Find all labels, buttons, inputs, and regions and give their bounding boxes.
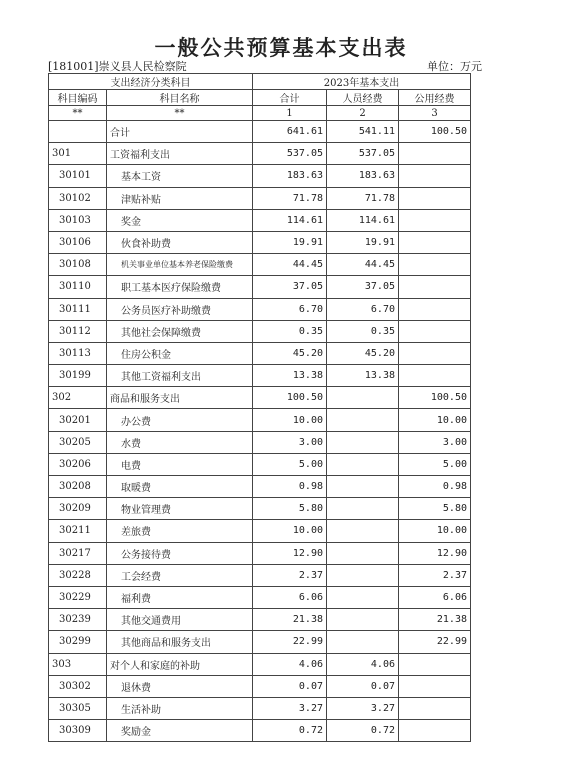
cell-name: 奖金 bbox=[107, 209, 253, 231]
cell-total: 10.00 bbox=[253, 409, 327, 431]
header-column-row bbox=[49, 90, 471, 106]
cell-personnel bbox=[327, 586, 399, 608]
cell-personnel bbox=[327, 409, 399, 431]
cell-personnel bbox=[327, 498, 399, 520]
cell-name: 工会经费 bbox=[107, 564, 253, 586]
cell-code: 30106 bbox=[49, 231, 107, 253]
cell-total: 114.61 bbox=[253, 209, 327, 231]
cell-total: 19.91 bbox=[253, 231, 327, 253]
cell-total: 6.70 bbox=[253, 298, 327, 320]
cell-name: 退休费 bbox=[107, 675, 253, 697]
cell-code: 30309 bbox=[49, 720, 107, 742]
cell-name: 生活补助 bbox=[107, 697, 253, 719]
cell-name: 物业管理费 bbox=[107, 498, 253, 520]
table-row bbox=[49, 320, 471, 342]
cell-personnel: 537.05 bbox=[327, 143, 399, 165]
table-row bbox=[49, 231, 471, 253]
table-row bbox=[49, 631, 471, 653]
cell-code: 303 bbox=[49, 653, 107, 675]
organization-label: [181001]崇义县人民检察院 bbox=[48, 60, 187, 73]
cell-public bbox=[399, 320, 471, 342]
cell-personnel bbox=[327, 387, 399, 409]
table-row bbox=[49, 609, 471, 631]
cell-total: 10.00 bbox=[253, 520, 327, 542]
cell-public: 22.99 bbox=[399, 631, 471, 653]
unit-label: 单位：万元 bbox=[427, 60, 482, 73]
cell-public bbox=[399, 254, 471, 276]
header-code: 科目编码 bbox=[49, 90, 107, 106]
table-row bbox=[49, 431, 471, 453]
table-row bbox=[49, 653, 471, 675]
cell-total: 6.06 bbox=[253, 586, 327, 608]
table-row bbox=[49, 586, 471, 608]
cell-name: 工资福利支出 bbox=[107, 143, 253, 165]
cell-personnel: 37.05 bbox=[327, 276, 399, 298]
cell-code: 30239 bbox=[49, 609, 107, 631]
cell-total: 37.05 bbox=[253, 276, 327, 298]
cell-personnel: 6.70 bbox=[327, 298, 399, 320]
cell-total: 5.00 bbox=[253, 453, 327, 475]
cell-name: 其他工资福利支出 bbox=[107, 365, 253, 387]
cell-code: 30102 bbox=[49, 187, 107, 209]
cell-personnel: 114.61 bbox=[327, 209, 399, 231]
cell-code: 30111 bbox=[49, 298, 107, 320]
cell-code: 30206 bbox=[49, 453, 107, 475]
cell-personnel: 4.06 bbox=[327, 653, 399, 675]
table-row bbox=[49, 365, 471, 387]
index-public: 3 bbox=[399, 106, 471, 121]
cell-public: 3.00 bbox=[399, 431, 471, 453]
cell-code: 30211 bbox=[49, 520, 107, 542]
cell-public bbox=[399, 720, 471, 742]
cell-public bbox=[399, 209, 471, 231]
cell-total: 44.45 bbox=[253, 254, 327, 276]
cell-code: 30108 bbox=[49, 254, 107, 276]
cell-code: 30112 bbox=[49, 320, 107, 342]
cell-total: 537.05 bbox=[253, 143, 327, 165]
cell-total: 3.27 bbox=[253, 697, 327, 719]
cell-code: 30209 bbox=[49, 498, 107, 520]
cell-public bbox=[399, 653, 471, 675]
budget-table bbox=[48, 73, 471, 742]
table-row bbox=[49, 564, 471, 586]
cell-public: 10.00 bbox=[399, 520, 471, 542]
table-row bbox=[49, 542, 471, 564]
cell-code: 30205 bbox=[49, 431, 107, 453]
cell-total: 0.98 bbox=[253, 476, 327, 498]
cell-personnel: 541.11 bbox=[327, 121, 399, 143]
cell-personnel: 44.45 bbox=[327, 254, 399, 276]
header-basic-expenditure: 2023年基本支出 bbox=[253, 74, 471, 90]
cell-total: 21.38 bbox=[253, 609, 327, 631]
table-row bbox=[49, 298, 471, 320]
page-title: 一般公共预算基本支出表 bbox=[154, 35, 408, 60]
table-row bbox=[49, 387, 471, 409]
table-row bbox=[49, 476, 471, 498]
cell-public: 21.38 bbox=[399, 609, 471, 631]
cell-public: 2.37 bbox=[399, 564, 471, 586]
cell-total: 5.80 bbox=[253, 498, 327, 520]
cell-name: 住房公积金 bbox=[107, 342, 253, 364]
table-row bbox=[49, 675, 471, 697]
cell-personnel bbox=[327, 431, 399, 453]
cell-personnel: 3.27 bbox=[327, 697, 399, 719]
cell-name: 津贴补贴 bbox=[107, 187, 253, 209]
cell-personnel bbox=[327, 476, 399, 498]
cell-public: 6.06 bbox=[399, 586, 471, 608]
cell-total: 12.90 bbox=[253, 542, 327, 564]
cell-personnel: 19.91 bbox=[327, 231, 399, 253]
header-name: 科目名称 bbox=[107, 90, 253, 106]
cell-name: 其他社会保障缴费 bbox=[107, 320, 253, 342]
cell-code: 30110 bbox=[49, 276, 107, 298]
stars-code: ** bbox=[49, 106, 107, 121]
header-group-row bbox=[49, 74, 471, 90]
cell-code bbox=[49, 121, 107, 143]
table-row bbox=[49, 209, 471, 231]
cell-public: 100.50 bbox=[399, 121, 471, 143]
table-row bbox=[49, 165, 471, 187]
cell-name: 奖励金 bbox=[107, 720, 253, 742]
cell-name: 公务员医疗补助缴费 bbox=[107, 298, 253, 320]
cell-name: 取暖费 bbox=[107, 476, 253, 498]
cell-code: 30103 bbox=[49, 209, 107, 231]
cell-total: 3.00 bbox=[253, 431, 327, 453]
cell-personnel bbox=[327, 631, 399, 653]
cell-public bbox=[399, 697, 471, 719]
cell-code: 30208 bbox=[49, 476, 107, 498]
table-row bbox=[49, 498, 471, 520]
header-index-row bbox=[49, 106, 471, 121]
cell-name: 职工基本医疗保险缴费 bbox=[107, 276, 253, 298]
cell-public: 0.98 bbox=[399, 476, 471, 498]
cell-personnel: 0.07 bbox=[327, 675, 399, 697]
cell-personnel: 13.38 bbox=[327, 365, 399, 387]
cell-personnel: 45.20 bbox=[327, 342, 399, 364]
cell-personnel bbox=[327, 520, 399, 542]
table-row bbox=[49, 254, 471, 276]
cell-public bbox=[399, 298, 471, 320]
cell-code: 30101 bbox=[49, 165, 107, 187]
cell-public: 5.80 bbox=[399, 498, 471, 520]
cell-total: 45.20 bbox=[253, 342, 327, 364]
cell-code: 30228 bbox=[49, 564, 107, 586]
cell-personnel: 183.63 bbox=[327, 165, 399, 187]
cell-name: 公务接待费 bbox=[107, 542, 253, 564]
cell-name: 其他商品和服务支出 bbox=[107, 631, 253, 653]
cell-name: 机关事业单位基本养老保险缴费 bbox=[107, 254, 253, 276]
cell-name: 其他交通费用 bbox=[107, 609, 253, 631]
cell-name: 办公费 bbox=[107, 409, 253, 431]
cell-name: 商品和服务支出 bbox=[107, 387, 253, 409]
header-personnel: 人员经费 bbox=[327, 90, 399, 106]
cell-total: 22.99 bbox=[253, 631, 327, 653]
table-row bbox=[49, 121, 471, 143]
table-row bbox=[49, 409, 471, 431]
cell-code: 30299 bbox=[49, 631, 107, 653]
cell-total: 100.50 bbox=[253, 387, 327, 409]
cell-name: 水费 bbox=[107, 431, 253, 453]
cell-personnel bbox=[327, 542, 399, 564]
table-row bbox=[49, 276, 471, 298]
cell-personnel: 71.78 bbox=[327, 187, 399, 209]
cell-total: 183.63 bbox=[253, 165, 327, 187]
cell-public: 10.00 bbox=[399, 409, 471, 431]
header-total: 合计 bbox=[253, 90, 327, 106]
cell-code: 30199 bbox=[49, 365, 107, 387]
cell-public bbox=[399, 675, 471, 697]
cell-total: 71.78 bbox=[253, 187, 327, 209]
table-row bbox=[49, 720, 471, 742]
cell-public bbox=[399, 231, 471, 253]
cell-code: 30302 bbox=[49, 675, 107, 697]
cell-name: 对个人和家庭的补助 bbox=[107, 653, 253, 675]
cell-public bbox=[399, 165, 471, 187]
cell-total: 0.07 bbox=[253, 675, 327, 697]
cell-public: 12.90 bbox=[399, 542, 471, 564]
table-row bbox=[49, 453, 471, 475]
index-personnel: 2 bbox=[327, 106, 399, 121]
cell-public: 5.00 bbox=[399, 453, 471, 475]
cell-total: 0.35 bbox=[253, 320, 327, 342]
header-classification: 支出经济分类科目 bbox=[49, 74, 253, 90]
cell-name: 电费 bbox=[107, 453, 253, 475]
cell-code: 30113 bbox=[49, 342, 107, 364]
table-row bbox=[49, 697, 471, 719]
cell-total: 641.61 bbox=[253, 121, 327, 143]
cell-public bbox=[399, 143, 471, 165]
cell-code: 30305 bbox=[49, 697, 107, 719]
cell-personnel bbox=[327, 453, 399, 475]
stars-name: ** bbox=[107, 106, 253, 121]
cell-code: 302 bbox=[49, 387, 107, 409]
table-row bbox=[49, 187, 471, 209]
cell-total: 13.38 bbox=[253, 365, 327, 387]
cell-code: 30217 bbox=[49, 542, 107, 564]
cell-name: 伙食补助费 bbox=[107, 231, 253, 253]
cell-name: 合计 bbox=[107, 121, 253, 143]
cell-code: 30201 bbox=[49, 409, 107, 431]
cell-public bbox=[399, 187, 471, 209]
table-row bbox=[49, 143, 471, 165]
cell-code: 30229 bbox=[49, 586, 107, 608]
cell-public: 100.50 bbox=[399, 387, 471, 409]
cell-name: 差旅费 bbox=[107, 520, 253, 542]
cell-personnel bbox=[327, 609, 399, 631]
cell-total: 2.37 bbox=[253, 564, 327, 586]
cell-personnel: 0.35 bbox=[327, 320, 399, 342]
index-total: 1 bbox=[253, 106, 327, 121]
cell-public bbox=[399, 276, 471, 298]
header-public: 公用经费 bbox=[399, 90, 471, 106]
cell-name: 基本工资 bbox=[107, 165, 253, 187]
cell-name: 福利费 bbox=[107, 586, 253, 608]
table-row bbox=[49, 520, 471, 542]
cell-public bbox=[399, 365, 471, 387]
cell-total: 4.06 bbox=[253, 653, 327, 675]
cell-total: 0.72 bbox=[253, 720, 327, 742]
cell-personnel: 0.72 bbox=[327, 720, 399, 742]
cell-code: 301 bbox=[49, 143, 107, 165]
cell-public bbox=[399, 342, 471, 364]
table-row bbox=[49, 342, 471, 364]
cell-personnel bbox=[327, 564, 399, 586]
